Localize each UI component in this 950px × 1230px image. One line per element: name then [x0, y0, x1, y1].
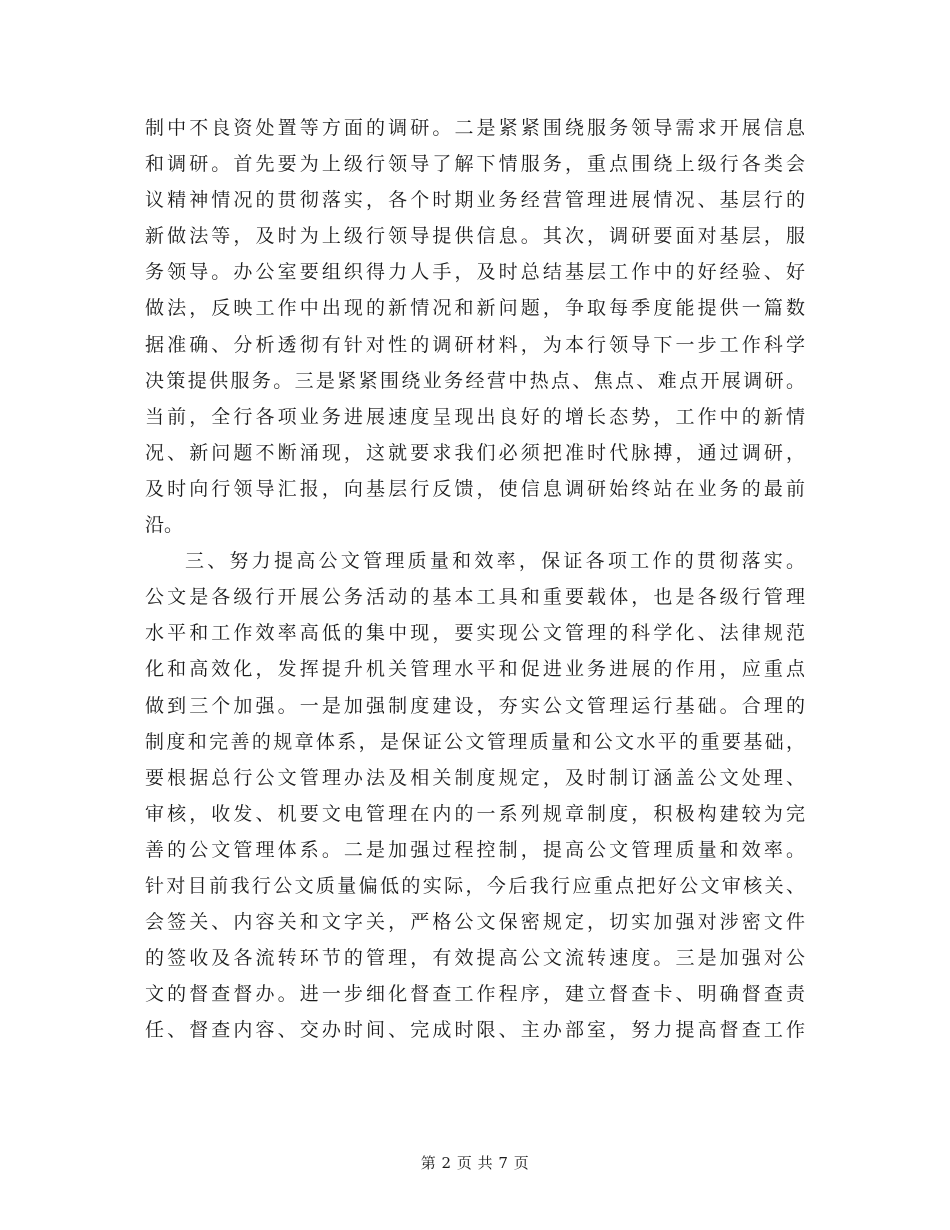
- text-line: 沿。: [145, 514, 184, 537]
- text-line: 制中不良资处置等方面的调研。二是紧紧围绕服务领导需求开展信息: [145, 117, 805, 139]
- text-line: 化和高效化，发挥提升机关管理水平和促进业务进展的作用，应重点: [145, 658, 805, 681]
- text-line: 新做法等，及时为上级行领导提供信息。其次，调研要面对基层，服: [145, 225, 805, 248]
- text-line: 做到三个加强。一是加强制度建设，夯实公文管理运行基础。合理的: [145, 694, 805, 717]
- text-line: 文的督查督办。进一步细化督查工作程序，建立督查卡、明确督查责: [145, 983, 805, 1006]
- text-line: 三、努力提高公文管理质量和效率，保证各项工作的贯彻落实。: [185, 550, 805, 573]
- text-line: 审核，收发、机要文电管理在内的一系列规章制度，积极构建较为完: [145, 802, 805, 825]
- text-line: 任、督查内容、交办时间、完成时限、主办部室，努力提高督查工作: [145, 1019, 805, 1042]
- text-line: 水平和工作效率高低的集中现，要实现公文管理的科学化、法律规范: [145, 622, 805, 645]
- text-line: 的签收及各流转环节的管理，有效提高公文流转速度。三是加强对公: [145, 947, 805, 970]
- text-line: 及时向行领导汇报，向基层行反馈，使信息调研始终站在业务的最前: [145, 477, 805, 500]
- body-text: [145, 110, 805, 1048]
- text-line: 据准确、分析透彻有针对性的调研材料，为本行领导下一步工作科学: [145, 333, 805, 356]
- text-line: 况、新问题不断涌现，这就要求我们必须把准时代脉搏，通过调研，: [145, 441, 805, 464]
- text-line: 善的公文管理体系。二是加强过程控制，提高公文管理质量和效率。: [145, 838, 805, 861]
- text-line: 做法，反映工作中出现的新情况和新问题，争取每季度能提供一篇数: [145, 297, 805, 320]
- text-line: 要根据总行公文管理办法及相关制度规定，及时制订涵盖公文处理、: [145, 766, 805, 789]
- text-line: 务领导。办公室要组织得力人手，及时总结基层工作中的好经验、好: [145, 261, 805, 284]
- text-line: 议精神情况的贯彻落实，各个时期业务经营管理进展情况、基层行的: [145, 189, 805, 212]
- text-line: 针对目前我行公文质量偏低的实际，今后我行应重点把好公文审核关、: [145, 874, 805, 897]
- text-line: 决策提供服务。三是紧紧围绕业务经营中热点、焦点、难点开展调研。: [145, 369, 805, 392]
- text-line: 会签关、内容关和文字关，严格公文保密规定，切实加强对涉密文件: [145, 911, 805, 934]
- page-footer: 第 2 页 共 7 页: [420, 1154, 530, 1172]
- text-line: 和调研。首先要为上级行领导了解下情服务，重点围绕上级行各类会: [145, 153, 805, 176]
- text-line: 公文是各级行开展公务活动的基本工具和重要载体，也是各级行管理: [145, 586, 805, 609]
- text-line: 制度和完善的规章体系，是保证公文管理质量和公文水平的重要基础，: [145, 730, 805, 753]
- text-line: 当前，全行各项业务进展速度呈现出良好的增长态势，工作中的新情: [145, 405, 805, 428]
